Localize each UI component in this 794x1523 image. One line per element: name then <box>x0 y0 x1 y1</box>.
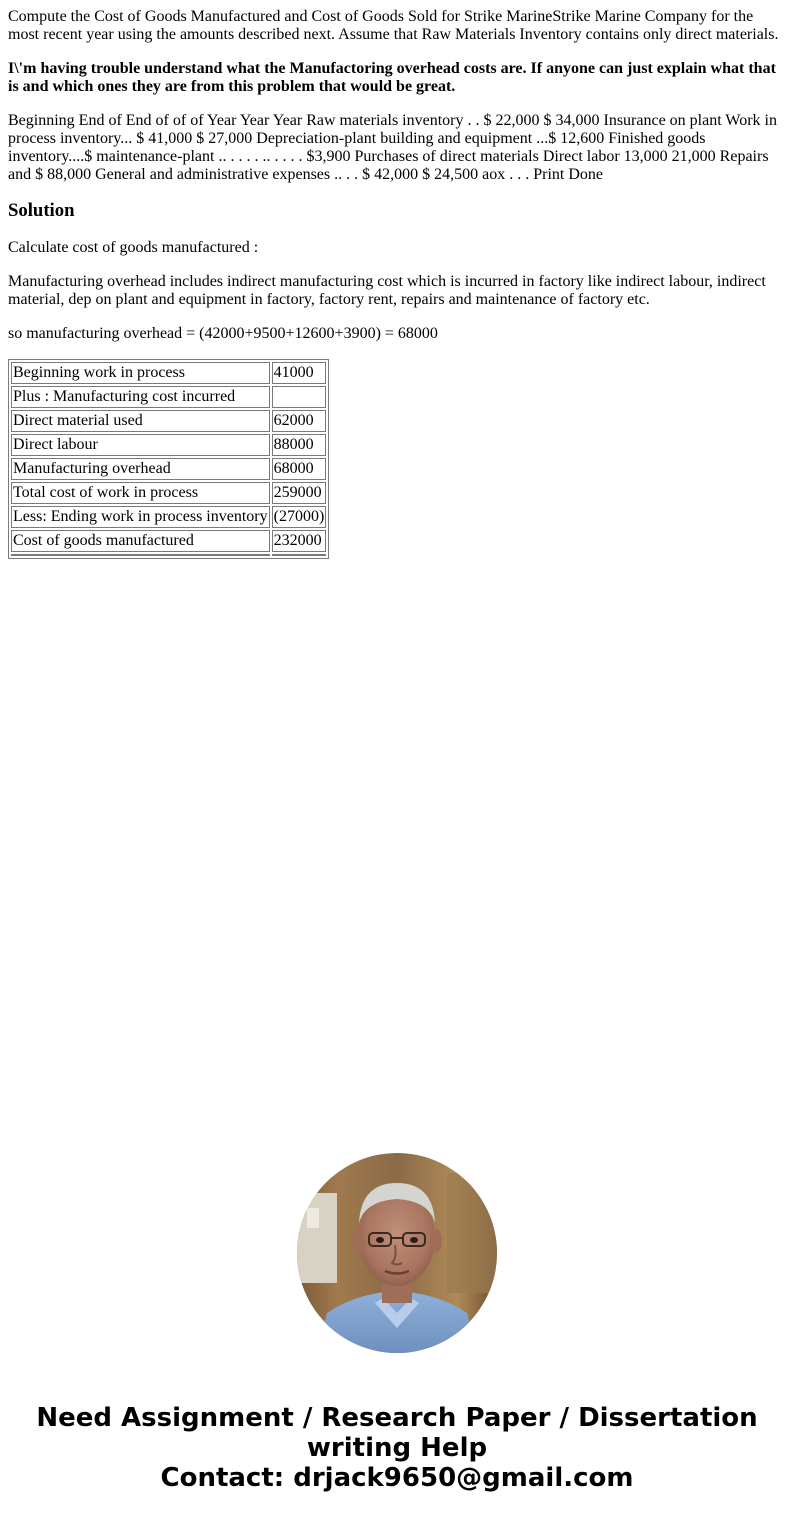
question-bold-text: I\'m having trouble understand what the Manufactoring overhead costs are. If anyone can just explain what that is and which ones they are from this problem that would be great. <box>8 60 776 95</box>
table-row <box>11 362 326 384</box>
solution-line-2: Manufacturing overhead includes indirect manufacturing cost which is incurred in factory like indirect labour, indirect material, dep on plant and equipment in factory, factory rent, repairs and maintenance of factory etc. <box>8 273 766 308</box>
question-intro: Compute the Cost of Goods Manufactured and Cost of Goods Sold for Strike MarineStrike Marine Company for the most recent year using the amounts described next. Assume that Raw Materials Inventory contains only direct materials. <box>8 8 779 43</box>
table-row-empty <box>11 554 326 556</box>
table-row <box>11 410 326 432</box>
cogm-table <box>8 359 329 559</box>
table-cell-value: 88000 <box>272 434 327 456</box>
solution-line-3: so manufacturing overhead = (42000+9500+12600+3900) = 68000 <box>8 325 438 342</box>
promo-text <box>0 1403 794 1493</box>
table-cell-value <box>272 386 327 408</box>
table-row <box>11 386 326 408</box>
promo-line-2: writing Help <box>306 1433 488 1463</box>
promo-contact: Contact: drjack9650@gmail.com <box>160 1463 634 1493</box>
table-cell-value: 68000 <box>272 458 327 480</box>
author-portrait-image <box>297 1153 497 1353</box>
solution-heading: Solution <box>8 200 75 221</box>
solution-line-1: Calculate cost of goods manufactured : <box>8 239 259 256</box>
table-cell-label: Direct labour <box>11 434 270 456</box>
question-data-text: Beginning End of End of of of Year Year Year Raw materials inventory . . $ 22,000 $ 34,000 Insurance on plant Work in process inventory... $ 41,000 $ 27,000 Depreciation-plant building and equipment ...$ 12,600 Finished goods inventory....$ maintenance-plant .. . . . . .. . . . . $3,900 Purchases of direct materials Direct labor 13,000 21,000 Repairs and $ 88,000 General and administrative expenses .. . . $ 42,000 $ 24,500 aox . . . Print Done <box>8 112 777 183</box>
table-row <box>11 506 326 528</box>
table-row <box>11 434 326 456</box>
promo-line-1: Need Assignment / Research Paper / Dissertation <box>36 1403 758 1433</box>
table-cell-label: Total cost of work in process <box>11 482 270 504</box>
table-row <box>11 458 326 480</box>
table-cell-label: Less: Ending work in process inventory <box>11 506 270 528</box>
table-row <box>11 530 326 552</box>
table-cell-label: Direct material used <box>11 410 270 432</box>
table-cell-value: 62000 <box>272 410 327 432</box>
table-cell-label: Beginning work in process <box>11 362 270 384</box>
table-cell-value: (27000) <box>272 506 327 528</box>
table-cell-empty <box>11 554 270 556</box>
table-row <box>11 482 326 504</box>
table-cell-value: 259000 <box>272 482 327 504</box>
table-cell-label: Cost of goods manufactured <box>11 530 270 552</box>
table-cell-label: Plus : Manufacturing cost incurred <box>11 386 270 408</box>
table-cell-empty <box>272 554 327 556</box>
author-avatar <box>297 1153 497 1353</box>
table-cell-value: 41000 <box>272 362 327 384</box>
document-content <box>8 8 786 559</box>
table-cell-label: Manufacturing overhead <box>11 458 270 480</box>
table-cell-value: 232000 <box>272 530 327 552</box>
